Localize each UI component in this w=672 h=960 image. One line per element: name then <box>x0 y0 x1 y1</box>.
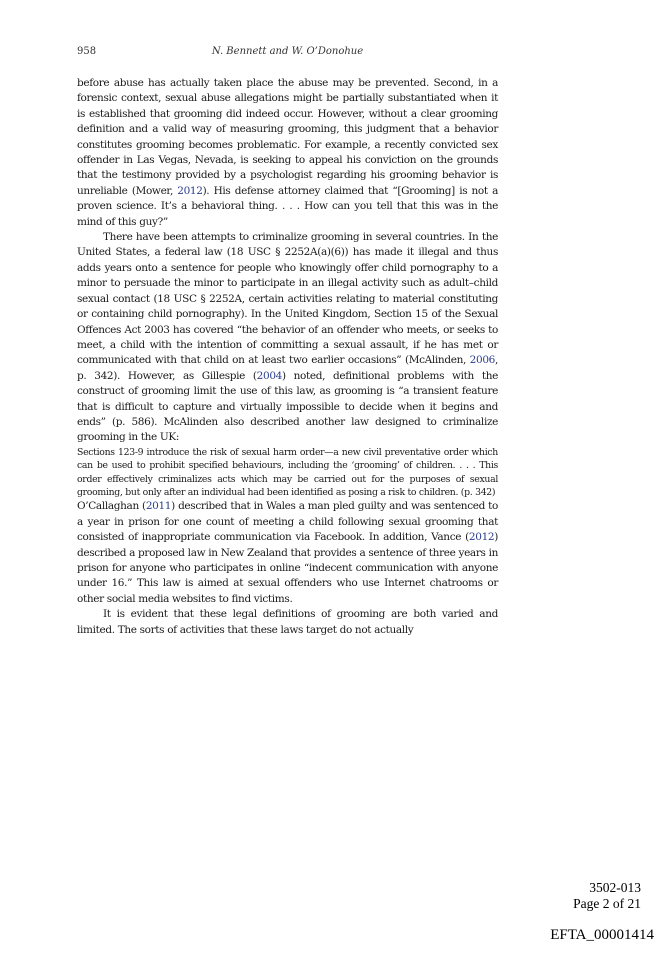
citation-link-mower-2012[interactable]: 2012 <box>177 184 203 197</box>
page-number: 958 <box>77 46 97 57</box>
article-body <box>77 76 498 638</box>
block-quote: Sections 123-9 introduce the risk of sexual harm order—a new civil preventative order which can be used to prohibit specified behaviours, including the ‘grooming’ of children. . . . This order effectively criminalizes acts which may be carried out for the purposes of sexual grooming, but only after an individual had been identified as posing a risk to children. (p. 342) <box>77 446 498 498</box>
page-header <box>77 46 498 62</box>
citation-link-ocallaghan-2011[interactable]: 2011 <box>145 500 172 513</box>
running-head: N. Bennett and W. O’Donohue <box>211 46 364 57</box>
paragraph-4: It is evident that these legal definitions of grooming are both varied and limited. The sorts of activities that these laws target do not actually <box>77 608 498 636</box>
citation-link-gillespie-2004[interactable]: 2004 <box>256 369 282 382</box>
document-number: 3502-013 <box>589 880 641 895</box>
paragraph-3: O’Callaghan (2011) described that in Wales a man pled guilty and was sentenced to a year in prison for one count of meeting a child following sexual grooming that consisted of inappropriate communication via Facebook. In addition, Vance (2012) described a proposed law in New Zealand that provides a sentence of three years in prison for anyone who participates in online “indecent communication with anyone under 16.” This law is aimed at sexual offenders who use Internet chatrooms or other social media websites to find victims. <box>77 500 499 605</box>
paragraph-2: There have been attempts to criminalize grooming in several countries. In the United States, a federal law (18 USC § 2252A(a)(6)) has made it illegal and thus adds years onto a sentence for people who knowingly offer child pornography to a minor to persuade the minor to participate in an illegal activity such as adult–child sexual contact (18 USC § 2252A, certain activities relating to material constituting or containing child pornography). In the United Kingdom, Section 15 of the Sexual Offences Act 2003 has covered “the behavior of an offender who meets, or seeks to meet, a child with the intention of committing a sexual assault, if he has met or communicated with that child on at least two earlier occasions” (McAlinden, 2006, p. 342). However, as Gillespie (2004) noted, definitional problems with the construct of grooming limit the use of this law, as grooming is “a transient feature that is difficult to capture and virtually impossible to decide when it begins and ends” (p. 586). McAlinden also described another law designed to criminalize grooming in the UK: <box>77 231 498 444</box>
page-of-total: Page 2 of 21 <box>573 896 641 911</box>
citation-link-mcalinden-2006[interactable]: 2006 <box>469 354 495 367</box>
paragraph-1: before abuse has actually taken place the abuse may be prevented. Second, in a forensic context, sexual abuse allegations might be partially substantiated when it is established that grooming did indeed occur. However, without a clear grooming definition and a valid way of measuring grooming, this judgment that a behavior constitutes grooming becomes problematic. For example, a recently convicted sex offender in Las Vegas, Nevada, is seeking to appeal his conviction on the grounds that the testimony provided by a psychologist regarding his grooming behavior is unreliable (Mower, 2012). His defense attorney claimed that “[Grooming] is not a proven science. It’s a behavioral thing. . . . How can you tell that this was in the mind of this guy?” <box>77 77 498 228</box>
bates-number: EFTA_00001414 <box>550 927 654 943</box>
citation-link-vance-2012[interactable]: 2012 <box>468 531 495 544</box>
document-stamp <box>573 880 641 912</box>
